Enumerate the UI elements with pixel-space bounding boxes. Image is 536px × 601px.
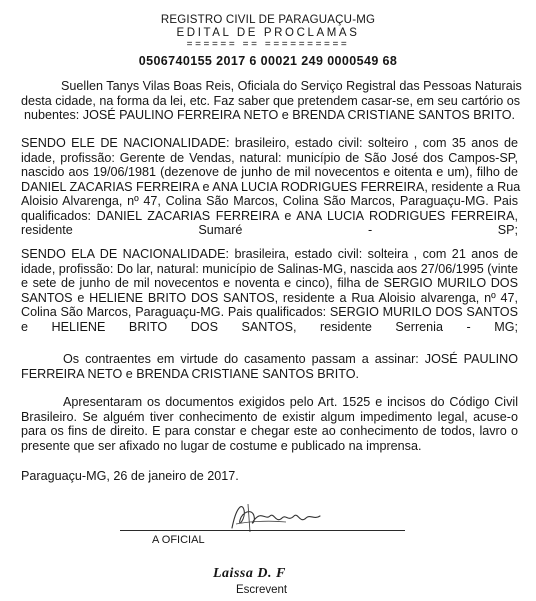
intro-line: desta cidade, na forma da lei, etc. Faz saber que pretendem casar-se, em seu cartório os: [21, 93, 521, 108]
intro-line: Suellen Tanys Vilas Boas Reis, Oficiala do Serviço Registral das Pessoas Naturais: [61, 79, 522, 93]
documents-line: Brasileiro. Se alguém tiver conhecimento de existir algum impedimento legal, acuse-o: [21, 409, 518, 424]
bride-line: e HELIENE BRITO DOS SANTOS, residente Serrenia - MG;: [21, 319, 518, 334]
title-underline: ====== == ==========: [186, 39, 350, 50]
registration-number: 0506740155 2017 6 00021 249 0000549 68: [138, 54, 398, 68]
bride-line: idade, profissão: Do lar, natural: município de Salinas-MG, nascida aos 27/06/1995 (vinte: [21, 261, 519, 276]
intro-paragraph: [21, 79, 522, 123]
registry-title: REGISTRO CIVIL DE PARAGUAÇU-MG: [160, 14, 376, 26]
groom-line: idade, profissão: Gerente de Vendas, natural: município de São José dos Campos-SP,: [21, 150, 518, 165]
groom-line: qualificados: DANIEL ZACARIAS FERREIRA e ANA LUCIA RODRIGUES FERREIRA,: [21, 208, 518, 223]
documents-paragraph: [21, 395, 518, 453]
signatory-role: Escrevent: [236, 584, 288, 596]
signing-statement: [21, 352, 518, 381]
bride-line: SANTOS e HELIENE BRITO DOS SANTOS, residente a Rua Aloisio alvarenga, nº 47,: [21, 290, 518, 305]
groom-line: Aloisio Alvarenga, nº 47, Colina São Marcos, Colina São Marcos, Paraguaçu-MG. Pais: [21, 194, 518, 208]
signature-line: [120, 530, 405, 531]
groom-line: DANIEL ZACARIAS FERREIRA e ANA LUCIA RODRIGUES FERREIRA, residente a Rua: [21, 179, 521, 194]
signatory-name: Laissa D. F: [213, 566, 286, 581]
bride-paragraph: [21, 247, 518, 334]
signature-caption: A OFICIAL: [152, 534, 205, 546]
documents-line: presente que ser afixado no lugar de costume e publicado na imprensa.: [21, 438, 422, 453]
intro-line: nubentes: JOSÉ PAULINO FERREIRA NETO e BRENDA CRISTIANE SANTOS BRITO.: [23, 108, 516, 122]
groom-line: SENDO ELE DE NACIONALIDADE: brasileiro, estado civil: solteiro , com 35 anos de: [21, 136, 518, 150]
groom-line: residente Sumaré - SP;: [21, 223, 518, 237]
bride-line: SENDO ELA DE NACIONALIDADE: brasileira, estado civil: solteira , com 21 anos de: [21, 247, 518, 261]
documents-line: para os fins de direito. E para constar e chegar este ao conhecimento de todos, lavro o: [21, 424, 518, 438]
signing-line: Os contraentes em virtude do casamento passam a assinar: JOSÉ PAULINO: [63, 352, 518, 366]
groom-paragraph: [21, 136, 521, 238]
document-title: EDITAL DE PROCLAMAS: [176, 27, 360, 39]
groom-line: nascido aos 19/06/1981 (dezenove de junho de mil novecentos e oitenta e um), filho de: [21, 165, 518, 179]
place-date: Paraguaçu-MG, 26 de janeiro de 2017.: [21, 469, 239, 483]
signing-line: FERREIRA NETO e BRENDA CRISTIANE SANTOS BRITO.: [21, 366, 360, 381]
bride-line: e sete de junho de mil novecentos e noventa e cinco), filha de SERGIO MURILO DOS: [21, 276, 518, 290]
documents-line: Apresentaram os documentos exigidos pelo Art. 1525 e incisos do Código Civil: [63, 395, 518, 409]
bride-line: Colina São Marcos, Paraguaçu-MG. Pais qualificados: SERGIO MURILO DOS SANTOS: [21, 305, 518, 319]
